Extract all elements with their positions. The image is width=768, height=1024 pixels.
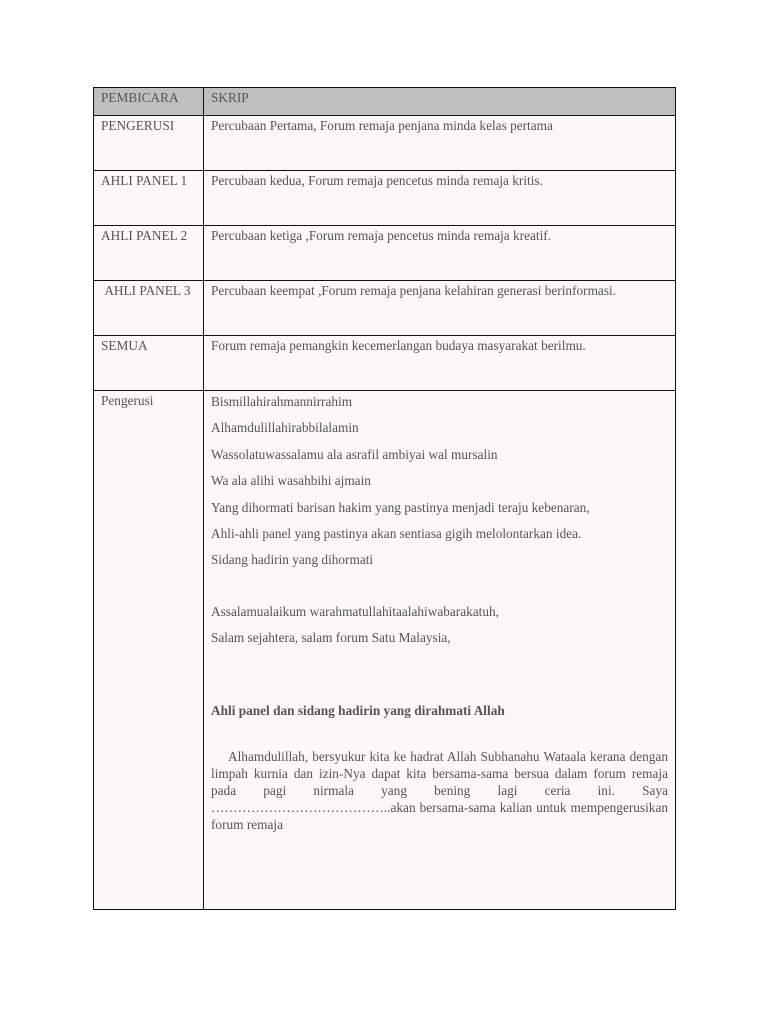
table-row bbox=[94, 116, 676, 171]
table-row-chairperson-speech bbox=[94, 391, 676, 910]
opening-line: Bismillahirahmannirrahim bbox=[211, 394, 353, 409]
script-cell: Forum remaja pemangkin kecemerlangan budaya masyarakat berilmu. bbox=[204, 336, 676, 391]
opening-line: Yang dihormati barisan hakim yang pastinya menjadi teraju kebenaran, bbox=[211, 499, 590, 515]
speaker-cell: AHLI PANEL 1 bbox=[94, 171, 204, 226]
salutation-heading: Ahli panel dan sidang hadirin yang dirahmati Allah bbox=[211, 702, 505, 718]
opening-line: Wa ala alihi wasahbihi ajmain bbox=[211, 473, 371, 489]
table-row bbox=[94, 171, 676, 226]
opening-line: Sidang hadirin yang dihormati bbox=[211, 552, 374, 568]
header-script: SKRIP bbox=[204, 88, 676, 116]
greeting-line: Salam sejahtera, salam forum Satu Malaysia, bbox=[211, 630, 451, 646]
table-row bbox=[94, 281, 676, 336]
header-speaker: PEMBICARA bbox=[94, 88, 204, 116]
speaker-cell: AHLI PANEL 3 bbox=[94, 281, 204, 336]
speaker-cell: Pengerusi bbox=[94, 391, 204, 910]
table-row bbox=[94, 226, 676, 281]
speech-text bbox=[204, 391, 675, 833]
opening-line: Ahli-ahli panel yang pastinya akan sentiasa gigih melolontarkan idea. bbox=[211, 525, 582, 541]
speaker-cell: AHLI PANEL 2 bbox=[94, 226, 204, 281]
speaker-cell: PENGERUSI bbox=[94, 116, 204, 171]
opening-line: Alhamdulillahirabbilalamin bbox=[211, 420, 359, 436]
table-row bbox=[94, 336, 676, 391]
speech-cell bbox=[204, 391, 676, 910]
script-cell: Percubaan keempat ,Forum remaja penjana kelahiran generasi berinformasi. bbox=[204, 281, 676, 336]
opening-line: Wassolatuwassalamu ala asrafil ambiyai wal mursalin bbox=[211, 446, 498, 462]
script-cell: Percubaan ketiga ,Forum remaja pencetus minda remaja kreatif. bbox=[204, 226, 676, 281]
greeting-line: Assalamualaikum warahmatullahitaalahiwabarakatuh, bbox=[211, 603, 499, 619]
script-cell: Percubaan Pertama, Forum remaja penjana minda kelas pertama bbox=[204, 116, 676, 171]
speech-paragraph: Alhamdulillah, bersyukur kita ke hadrat Allah Subhanahu Wataala kerana dengan limpah kurnia dan izin-Nya dapat kita bersama-sama bersua dalam forum remaja pada pagi nirmala yang bening lagi ceria ini. Saya …………………………………..akan bersama-sama kalian untuk mempengerusikan forum remaja bbox=[211, 748, 668, 832]
speaker-cell: SEMUA bbox=[94, 336, 204, 391]
script-table bbox=[93, 87, 676, 910]
table-header-row bbox=[94, 88, 676, 116]
script-cell: Percubaan kedua, Forum remaja pencetus minda remaja kritis. bbox=[204, 171, 676, 226]
